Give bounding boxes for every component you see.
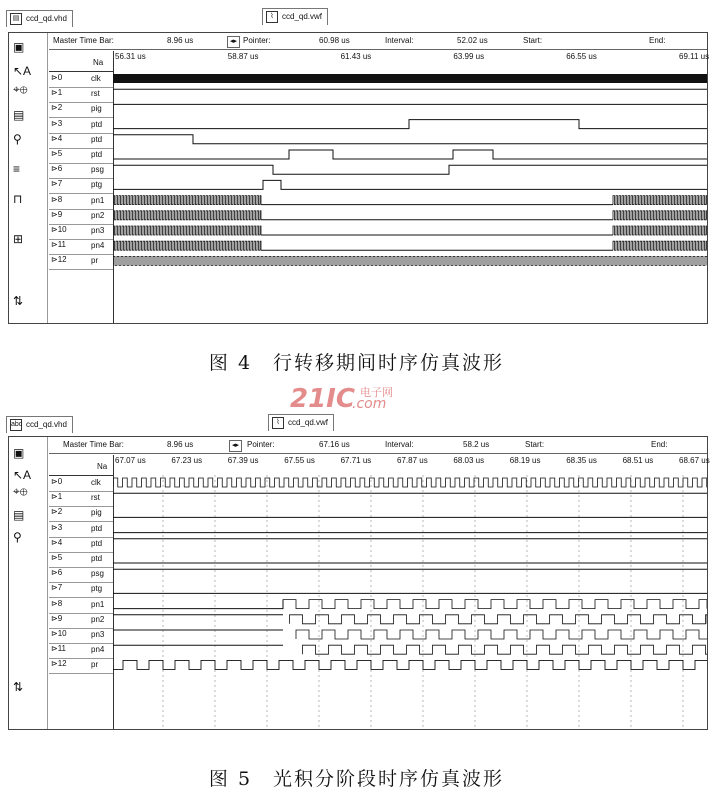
signal-name: pn1: [91, 195, 105, 205]
signal-index: ⊳1: [51, 492, 63, 502]
waveform-file-icon: ⌇: [266, 11, 278, 23]
top-toolbar: [9, 33, 48, 323]
signal-row[interactable]: [49, 537, 113, 553]
bottom-tab-vwf[interactable]: ⌇ ccd_qd.vwf: [268, 414, 334, 431]
signal-index: ⊳8: [51, 598, 63, 608]
level-icon[interactable]: ≡: [13, 162, 21, 176]
top-info-bar: [49, 33, 707, 50]
start-label: Start:: [525, 440, 545, 449]
waveform-trace: [113, 226, 261, 235]
waveform-trace: [290, 615, 708, 624]
signal-row[interactable]: [49, 239, 113, 255]
signal-row[interactable]: [49, 87, 113, 103]
find-icon[interactable]: ⚲: [13, 530, 22, 544]
waveform-trace: [613, 211, 707, 220]
window-icon[interactable]: ▣: [13, 446, 25, 460]
signal-name: pn4: [91, 241, 105, 251]
end-label: End:: [649, 36, 666, 45]
interval-value: 52.02 us: [457, 36, 488, 45]
time-tick-label: 67.23 us: [171, 456, 203, 465]
bottom-waveforms: [113, 475, 707, 729]
value-icon[interactable]: ⊞: [13, 232, 24, 246]
signal-index: ⊳3: [51, 522, 63, 532]
signal-index: ⊳2: [51, 507, 63, 517]
bottom-wave-area: [113, 455, 710, 729]
signal-row[interactable]: [49, 643, 113, 659]
waveform-trace: [113, 600, 283, 609]
top-time-ruler: [113, 51, 710, 71]
waveform-file-icon: ⌇: [272, 417, 284, 429]
signal-index: ⊳12: [51, 255, 67, 265]
signal-index: ⊳8: [51, 194, 63, 204]
signal-row[interactable]: [49, 567, 113, 583]
time-tick-label: 67.71 us: [340, 456, 372, 465]
waveform-trace: [613, 241, 707, 250]
time-tick-label: 68.67 us: [679, 456, 710, 465]
signal-name: rst: [91, 89, 100, 99]
signal-row[interactable]: [49, 118, 113, 134]
21ic-logo: 21IC 电子网 .com: [290, 384, 393, 414]
time-tick-label: 68.51 us: [622, 456, 654, 465]
signal-name: pr: [91, 256, 99, 266]
waveform-trace: [113, 478, 707, 487]
time-tick-label: 67.55 us: [284, 456, 315, 465]
master-time-value: 8.96 us: [167, 440, 194, 449]
bottom-waveform-window: [8, 436, 708, 730]
bottom-wave-grid: [49, 455, 710, 729]
signal-name: ptd: [91, 538, 103, 548]
waveform-trace: [113, 211, 261, 220]
sort-icon[interactable]: ⇅: [13, 294, 24, 308]
time-tick-label: 68.35 us: [566, 456, 597, 465]
signal-name: ptg: [91, 584, 103, 594]
signal-row[interactable]: [49, 102, 113, 118]
signal-index: ⊳7: [51, 583, 63, 593]
signal-name: pn3: [91, 226, 105, 235]
master-time-value: 8.96 us: [167, 36, 194, 45]
signal-name: pn1: [91, 599, 105, 609]
signal-row[interactable]: [49, 194, 113, 210]
signal-name: pig: [91, 508, 102, 518]
name-column-header: Na: [93, 58, 104, 67]
signal-index: ⊳11: [51, 644, 67, 654]
time-tick-label: 67.39 us: [227, 456, 259, 465]
waveform-trace: [303, 645, 708, 654]
figure-4-caption: 图 4 行转移期间时序仿真波形: [208, 352, 505, 374]
signal-row[interactable]: [49, 72, 113, 88]
waveform-trace: [113, 196, 261, 205]
waveform-trace: [113, 660, 707, 669]
name-column-header: Na: [97, 462, 108, 471]
top-tab-vwf[interactable]: ⌇ ccd_qd.vwf: [262, 8, 328, 25]
signal-row[interactable]: [49, 522, 113, 538]
signal-index: ⊳5: [51, 149, 63, 158]
signal-row[interactable]: [49, 552, 113, 568]
signal-index: ⊳0: [51, 477, 63, 486]
top-tab-vhd[interactable]: ▤ ccd_qd.vhd: [6, 10, 73, 27]
waveform-trace: [113, 150, 707, 159]
signal-index: ⊳5: [51, 553, 63, 562]
clock-band: [113, 74, 707, 83]
signal-index: ⊳7: [51, 179, 63, 189]
pointer-arrows-button[interactable]: ◂▸: [227, 36, 240, 48]
signal-name: ptd: [91, 150, 103, 159]
time-tick-label: 68.03 us: [453, 456, 485, 465]
signal-name: clk: [91, 478, 101, 487]
signal-row[interactable]: [49, 613, 113, 629]
signal-row[interactable]: [49, 178, 113, 194]
waveform-trace: [113, 120, 707, 129]
signal-name: psg: [91, 165, 104, 175]
pointer-value: 67.16 us: [319, 440, 350, 449]
signal-index: ⊳4: [51, 133, 63, 143]
signal-index: ⊳3: [51, 118, 63, 128]
signal-name: rst: [91, 493, 100, 503]
signal-row[interactable]: [49, 224, 113, 240]
signal-row[interactable]: [49, 476, 113, 492]
signal-name: pr: [91, 660, 99, 670]
signal-index: ⊳12: [51, 659, 67, 669]
figure-5-caption: 图 5 光积分阶段时序仿真波形: [208, 768, 505, 790]
signal-index: ⊳1: [51, 88, 63, 98]
signal-name: pig: [91, 104, 102, 114]
sort-icon[interactable]: ⇅: [13, 680, 24, 694]
window-icon[interactable]: ▣: [13, 40, 25, 54]
pointer-label: Pointer:: [243, 36, 271, 45]
signal-row[interactable]: [49, 209, 113, 225]
screen-icon[interactable]: ▤: [13, 108, 25, 122]
signal-name: ptd: [91, 134, 103, 144]
waveform-trace: [283, 600, 707, 609]
pointer-arrows-button[interactable]: ◂▸: [229, 440, 242, 452]
signal-row[interactable]: [49, 658, 113, 674]
waveform-trace: [296, 630, 707, 639]
signal-name: ptd: [91, 554, 103, 563]
signal-index: ⊳6: [51, 568, 63, 578]
signal-name: ptg: [91, 180, 103, 190]
signal-name: pn2: [91, 210, 105, 220]
signal-name: ptd: [91, 523, 103, 533]
signal-name: ptd: [91, 119, 103, 129]
signal-index: ⊳0: [51, 73, 63, 82]
time-tick-label: 56.31 us: [115, 52, 146, 61]
end-label: End:: [651, 440, 668, 449]
interval-value: 58.2 us: [463, 440, 490, 449]
signal-row[interactable]: [49, 148, 113, 164]
waveform-trace: [113, 256, 707, 265]
signal-row[interactable]: [49, 491, 113, 507]
zoom-icon[interactable]: ⌖⊕: [13, 484, 28, 498]
signal-name: pn3: [91, 630, 105, 639]
signal-name: psg: [91, 569, 104, 579]
waveform-trace: [113, 165, 707, 174]
master-time-label: Master Time Bar:: [63, 440, 124, 449]
signal-index: ⊳10: [51, 225, 67, 234]
top-wave-area: [113, 51, 710, 323]
pointer-text-icon[interactable]: ↖A: [13, 64, 32, 78]
bottom-time-ruler: [113, 455, 710, 475]
waveform-trace: [113, 180, 707, 189]
signal-index: ⊳11: [51, 240, 67, 250]
time-tick-label: 58.87 us: [227, 52, 259, 61]
signal-row[interactable]: [49, 133, 113, 149]
top-tab-bar: [0, 8, 713, 28]
start-label: Start:: [523, 36, 543, 45]
signal-index: ⊳10: [51, 629, 67, 638]
time-tick-label: 63.99 us: [453, 52, 485, 61]
signal-name: clk: [91, 74, 101, 83]
pointer-label: Pointer:: [247, 440, 275, 449]
clock-icon[interactable]: ⊓: [13, 192, 23, 206]
time-tick-label: 61.43 us: [340, 52, 372, 61]
time-tick-label: 68.19 us: [509, 456, 541, 465]
waveform-trace: [113, 241, 261, 250]
waveform-trace: [613, 196, 707, 205]
pointer-value: 60.98 us: [319, 36, 350, 45]
top-wave-grid: [49, 51, 710, 323]
zoom-icon[interactable]: ⌖⊕: [13, 82, 28, 96]
bottom-toolbar: [9, 437, 48, 729]
find-icon[interactable]: ⚲: [13, 132, 22, 146]
signal-index: ⊳6: [51, 164, 63, 174]
top-signal-list: [49, 51, 114, 323]
time-tick-label: 67.87 us: [397, 456, 428, 465]
time-tick-label: 66.55 us: [566, 52, 597, 61]
top-waveform-window: [8, 32, 708, 324]
file-icon: abc: [10, 419, 22, 431]
signal-row[interactable]: [49, 163, 113, 179]
file-icon: ▤: [10, 13, 22, 25]
signal-name: pn4: [91, 645, 105, 655]
signal-row[interactable]: [49, 628, 113, 644]
bottom-tab-vhd[interactable]: abc ccd_qd.vhd: [6, 416, 73, 433]
master-time-label: Master Time Bar:: [53, 36, 114, 45]
signal-index: ⊳9: [51, 613, 63, 623]
top-waveforms: [113, 71, 707, 341]
signal-name: pn2: [91, 614, 105, 624]
interval-label: Interval:: [385, 36, 414, 45]
signal-index: ⊳9: [51, 209, 63, 219]
signal-row[interactable]: [49, 254, 113, 270]
time-tick-label: 69.11 us: [679, 52, 710, 61]
waveform-trace: [113, 135, 707, 144]
signal-row[interactable]: [49, 506, 113, 522]
pointer-text-icon[interactable]: ↖A: [13, 468, 32, 482]
signal-index: ⊳2: [51, 103, 63, 113]
signal-index: ⊳4: [51, 537, 63, 547]
signal-row[interactable]: [49, 598, 113, 614]
signal-row[interactable]: [49, 582, 113, 598]
bottom-info-bar: [49, 437, 707, 454]
screen-icon[interactable]: ▤: [13, 508, 25, 522]
bottom-tab-bar: [0, 410, 713, 430]
waveform-trace: [613, 226, 707, 235]
time-tick-label: 67.07 us: [115, 456, 146, 465]
bottom-signal-list: [49, 455, 114, 729]
interval-label: Interval:: [385, 440, 414, 449]
